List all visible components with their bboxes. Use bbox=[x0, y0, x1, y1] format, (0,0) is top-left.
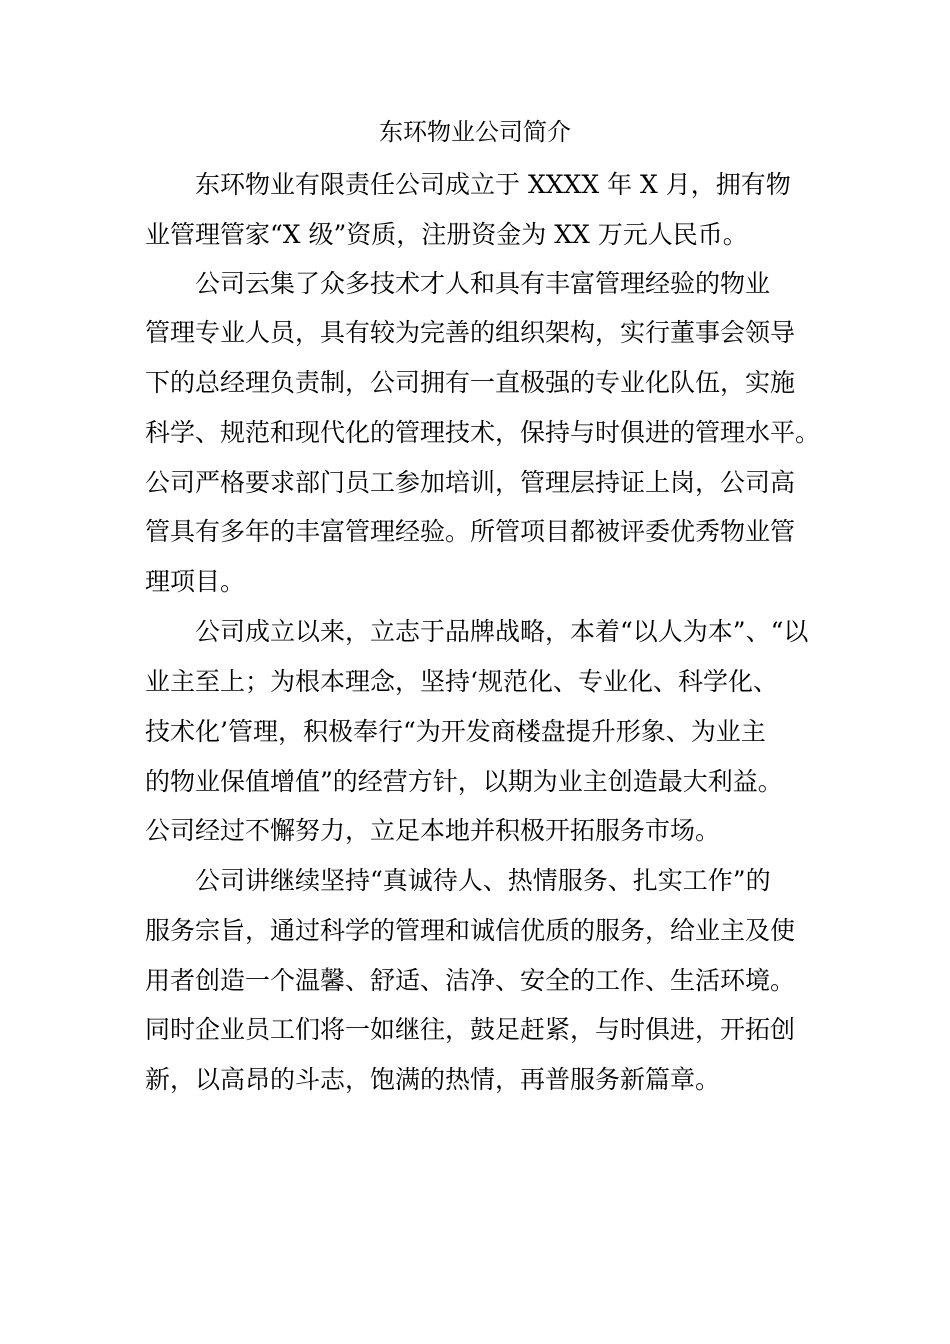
paragraph-line: 业管理管家“X 级”资质，注册资金为 XX 万元人民币。 bbox=[145, 220, 748, 249]
paragraph-line: 管理专业人员，具有较为完善的组织架构，实行董事会领导 bbox=[145, 318, 796, 347]
paragraph-line: 公司经过不懈努力，立足本地并积极开拓服务市场。 bbox=[145, 816, 721, 845]
paragraph-line: 同时企业员工们将一如继往，鼓足赶紧，与时俱进，开拓创 bbox=[145, 1015, 796, 1044]
paragraph-line: 理项目。 bbox=[145, 567, 246, 596]
paragraph-line: 公司讲继续坚持“真诚待人、热情服务、扎实工作”的 bbox=[195, 866, 771, 895]
paragraph-line: 业主至上；为根本理念，坚持‘规范化、专业化、科学化、 bbox=[145, 667, 778, 696]
paragraph-line: 用者创造一个温馨、舒适、洁净、安全的工作、生活环境。 bbox=[145, 966, 796, 995]
paragraph-line: 公司严格要求部门员工参加培训，管理层持证上岗，公司高 bbox=[145, 468, 796, 497]
paragraph-line: 管具有多年的丰富管理经验。所管项目都被评委优秀物业管 bbox=[145, 517, 796, 546]
paragraph-line: 下的总经理负责制，公司拥有一直极强的专业化队伍，实施 bbox=[145, 368, 796, 397]
paragraph-line: 新，以高昂的斗志，饱满的热情，再普服务新篇章。 bbox=[145, 1065, 721, 1094]
paragraph-line: 东环物业有限责任公司成立于 XXXX 年 X 月，拥有物 bbox=[195, 170, 791, 199]
paragraph-line: 服务宗旨，通过科学的管理和诚信优质的服务，给业主及使 bbox=[145, 916, 796, 945]
paragraph-line: 公司成立以来，立志于品牌战略，本着“以人为本”、“以 bbox=[195, 617, 809, 646]
paragraph-line: 公司云集了众多技术才人和具有丰富管理经验的物业 bbox=[195, 269, 771, 298]
paragraph-line: 技术化’管理，积极奉行“为开发商楼盘提升形象、为业主 bbox=[145, 717, 766, 746]
paragraph-line: 的物业保值增值”的经营方针，以期为业主创造最大利益。 bbox=[145, 767, 783, 796]
document-title: 东环物业公司简介 bbox=[379, 118, 571, 146]
paragraph-line: 科学、规范和现代化的管理技术，保持与时俱进的管理水平。 bbox=[145, 418, 821, 447]
